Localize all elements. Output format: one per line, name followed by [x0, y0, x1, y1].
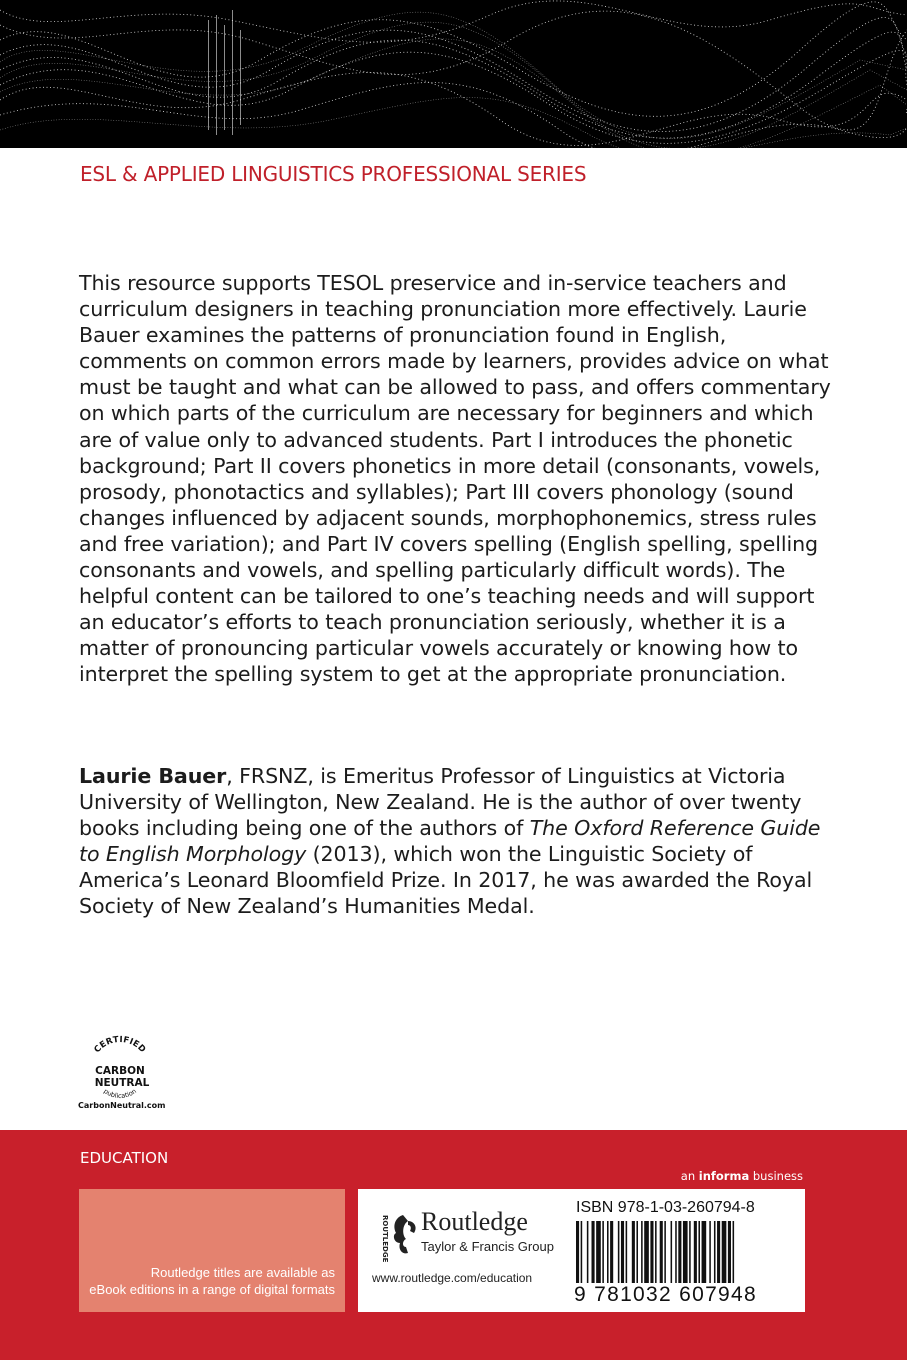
- neutral-label: NEUTRAL: [94, 1077, 150, 1089]
- barcode-bar: [694, 1221, 697, 1283]
- barcode-bar: [632, 1221, 635, 1283]
- barcode-bar: [626, 1221, 628, 1283]
- author-bio: [79, 763, 839, 920]
- informa-brand: informa: [698, 1169, 750, 1183]
- barcode-bar: [644, 1221, 649, 1283]
- bio-text-2: (2013), which won the Linguistic Society of America’s Leonard Bloomfield Prize. In 2017, he was awarded the Royal Society of New Zealand’s Humanities Medal.: [79, 842, 813, 919]
- informa-prefix: an: [680, 1169, 696, 1183]
- barcode-bar: [709, 1221, 711, 1283]
- barcode-bar: [592, 1221, 595, 1283]
- publisher-group: Taylor & Francis Group: [421, 1239, 554, 1254]
- barcode-bar: [683, 1221, 688, 1283]
- category-label: EDUCATION: [80, 1149, 169, 1167]
- wave-header-graphic: [0, 0, 907, 148]
- barcode-bar: [689, 1221, 691, 1283]
- barcode-bar: [576, 1221, 579, 1283]
- svg-text:CERTIFIED: [92, 1035, 147, 1055]
- barcode-bar: [618, 1221, 620, 1283]
- barcode-bar: [587, 1221, 589, 1283]
- barcode-bar: [636, 1221, 638, 1283]
- barcode-number: 9 781032 607948: [574, 1283, 757, 1306]
- bio-text-1: , FRSNZ, is Emeritus Professor of Linguistics at Victoria University of Wellington, New Zealand. He is the author of over twenty books including being one of the authors of: [79, 764, 802, 841]
- book-description: This resource supports TESOL preservice and in-service teachers and curriculum designers in teaching pronunciation more effectively. Laurie Bauer examines the patterns of pronunciation found in English, comments on common errors made by learners, provides advice on what must be taught and what can be allowed to pass, and offers commentary on which parts of the curriculum are necessary for beginners and which are of value only to advanced students. Part I introduces the phonetic background; Part II covers phonetics in more detail (consonants, vowels, prosody, phonotactics and syllables); Part III covers phonology (sound changes influenced by adjacent sounds, morphophonemics, stress rules and free variation); and Part IV covers spelling (English spelling, spelling consonants and vowels, and spelling particularly difficult words). The helpful content can be tailored to one’s teaching needs and will support an educator’s efforts to teach pronunciation seriously, whether it is a matter of pronouncing particular vowels accurately or knowing how to interpret the spelling system to get at the appropriate pronunciation.: [79, 271, 831, 687]
- barcode-bar: [581, 1221, 583, 1283]
- ebook-line-2: eBook editions in a range of digital formats: [89, 1282, 335, 1297]
- carbon-label: CARBON: [95, 1065, 145, 1077]
- barcode-bar: [655, 1221, 657, 1283]
- ebook-info-box: [79, 1189, 345, 1312]
- publisher-name: Routledge: [421, 1207, 528, 1236]
- barcode-bar: [733, 1221, 735, 1283]
- barcode-bar: [602, 1221, 604, 1283]
- barcode-bar: [728, 1221, 731, 1283]
- barcode-bar: [717, 1221, 720, 1283]
- barcode-bar: [607, 1221, 609, 1283]
- barcode-bar: [714, 1221, 716, 1283]
- barcode-bar: [722, 1221, 727, 1283]
- barcode-bar: [650, 1221, 653, 1283]
- series-title: ESL & APPLIED LINGUISTICS PROFESSIONAL SERIES: [80, 162, 587, 186]
- barcode-bar: [621, 1221, 624, 1283]
- isbn-label: ISBN 978-1-03-260794-8: [576, 1199, 755, 1216]
- carbon-neutral-url: CarbonNeutral.com: [78, 1101, 166, 1110]
- barcode-bar: [641, 1221, 643, 1283]
- carbon-certified-label: CERTIFIED: [92, 1034, 148, 1056]
- informa-suffix: business: [752, 1169, 803, 1183]
- ebook-line-1: Routledge titles are available as: [150, 1265, 335, 1280]
- publisher-box: [358, 1189, 805, 1312]
- barcode-bar: [660, 1221, 663, 1283]
- author-name: Laurie Bauer: [79, 764, 227, 788]
- barcode-bar: [698, 1221, 700, 1283]
- barcode-bar: [596, 1221, 601, 1283]
- barcode-bar: [664, 1221, 666, 1283]
- barcode-bar: [610, 1221, 613, 1283]
- routledge-vertical-text: ROUTLEDGE: [381, 1215, 389, 1263]
- isbn-barcode: [572, 1221, 800, 1283]
- svg-text:publication: [102, 1087, 138, 1100]
- barcode-bar: [678, 1221, 681, 1283]
- barcode-bar: [675, 1221, 677, 1283]
- informa-business-tagline: [681, 1169, 803, 1183]
- barcode-bar: [702, 1221, 707, 1283]
- barcode-bar: [671, 1221, 673, 1283]
- bio-book-title: The Oxford Reference Guide to English Morphology: [79, 816, 821, 867]
- publisher-url: www.routledge.com/education: [372, 1271, 533, 1285]
- carbon-publication-label: publication: [102, 1087, 138, 1101]
- ebook-text: [89, 1264, 335, 1298]
